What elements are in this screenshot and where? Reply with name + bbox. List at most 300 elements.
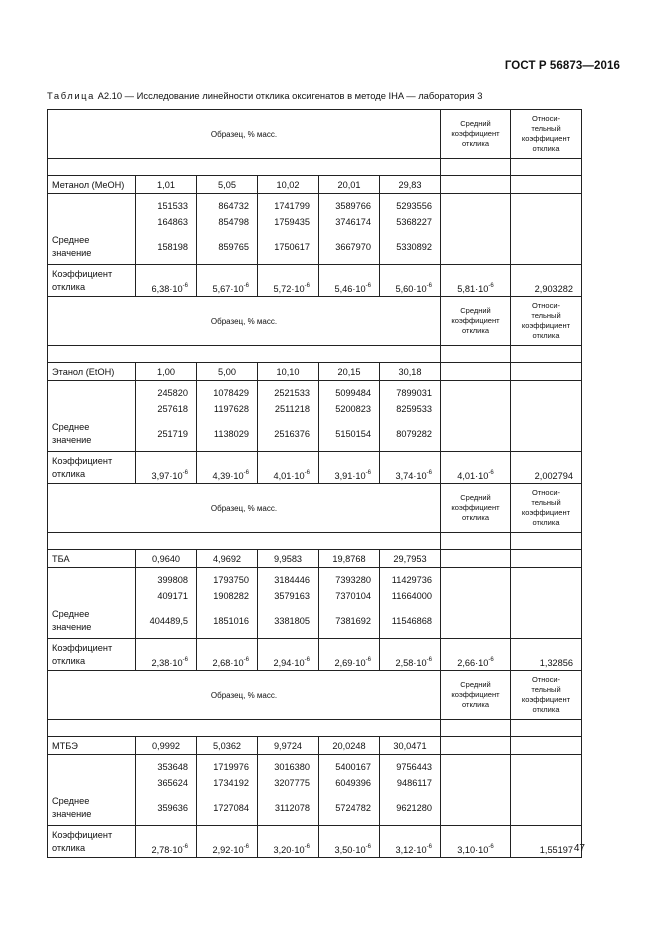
coefficient-value [258, 452, 319, 484]
page-number: 47 [573, 843, 585, 854]
area-value-1: 3016380 [274, 762, 310, 772]
mean-value: 5150154 [335, 429, 371, 439]
avg-coef-header-line: коэффициент [451, 503, 500, 513]
header-row [48, 297, 582, 346]
coefficient-mantissa: 5,60·10 [395, 284, 427, 294]
concentration-value: 5,0362 [197, 737, 258, 755]
coefficient-mantissa: 2,69·10 [334, 658, 366, 668]
concentration-row [48, 363, 582, 381]
mean-label [52, 608, 131, 634]
area-values-cell [136, 381, 197, 452]
area-values-cell [319, 194, 380, 265]
caption-text: А2.10 — Исследование линейности отклика оксигенатов в методе IHA — лаборатория 3 [94, 90, 483, 101]
avg-coef-header-line: Средний [460, 306, 491, 316]
header-gap-cell [511, 720, 582, 737]
coefficient-exponent: -6 [304, 657, 310, 663]
area-value-1: 151533 [157, 201, 188, 211]
rel-coef-header-line: отклика [532, 330, 560, 340]
coefficient-mantissa: 5,72·10 [273, 284, 305, 294]
concentration-value: 10,10 [258, 363, 319, 381]
avg-coef-header-line: отклика [462, 138, 489, 148]
compound-name: МТБЭ [48, 737, 136, 755]
coefficient-row [48, 452, 582, 484]
concentration-value: 1,01 [136, 176, 197, 194]
concentration-value: 0,9992 [136, 737, 197, 755]
area-values-cell [319, 755, 380, 826]
header-gap-cell [511, 533, 582, 550]
empty-cell [441, 176, 511, 194]
avg-coefficient-exponent: -6 [488, 657, 494, 663]
coefficient-value [319, 826, 380, 858]
coefficient-exponent: -6 [426, 470, 432, 476]
rel-coef-header-line: Относи- [531, 675, 561, 685]
coef-label-line: отклика [52, 843, 86, 853]
mean-value: 158198 [157, 242, 188, 252]
rel-coef-header-line: тельный [531, 685, 561, 695]
area-value-1: 2521533 [274, 388, 310, 398]
area-values-cell [136, 568, 197, 639]
coefficient-exponent: -6 [182, 844, 188, 850]
rel-coef-header-line: коэффициент [521, 321, 571, 330]
avg-coef-header-line: Средний [460, 680, 491, 690]
coefficient-mantissa: 3,12·10 [395, 845, 427, 855]
avg-coefficient-mantissa: 5,81·10 [457, 284, 489, 294]
mean-label-line: значение [52, 622, 92, 632]
header-gap-row [48, 720, 582, 737]
area-value-2: 1734192 [213, 778, 249, 788]
avg-coef-header-line: Средний [460, 119, 491, 129]
header-gap-cell [441, 720, 511, 737]
area-values-cell [258, 381, 319, 452]
avg-coefficient-mantissa: 3,10·10 [457, 845, 489, 855]
header-gap-cell [441, 533, 511, 550]
header-gap-row [48, 159, 582, 176]
area-value-1: 1793750 [213, 575, 249, 585]
area-value-2: 3579163 [274, 591, 310, 601]
mean-label [52, 234, 131, 260]
coef-label-line: Коэффициент [52, 269, 113, 279]
coefficient-value [136, 452, 197, 484]
area-value-1: 399808 [157, 575, 188, 585]
mean-label-line: значение [52, 435, 92, 445]
rel-coef-header-line: тельный [531, 498, 561, 508]
header-gap-cell [48, 159, 441, 176]
avg-coefficient-value [441, 452, 511, 484]
blank-line [52, 401, 131, 417]
rel-coef-header-line: коэффициент [521, 508, 571, 517]
area-value-1: 353648 [157, 762, 188, 772]
area-value-1: 11429736 [391, 575, 432, 585]
coefficient-mantissa: 3,74·10 [395, 471, 427, 481]
coefficient-exponent: -6 [304, 844, 310, 850]
area-value-2: 257618 [157, 404, 188, 414]
area-value-2: 5368227 [396, 217, 432, 227]
standard-number: ГОСТ Р 56873—2016 [504, 60, 620, 72]
avg-coefficient-mantissa: 2,66·10 [457, 658, 489, 668]
rel-coef-header-line: коэффициент [521, 695, 571, 704]
sample-header: Образец, % масс. [48, 110, 441, 159]
area-values-cell [380, 568, 441, 639]
avg-coef-header-line: отклика [462, 699, 489, 709]
avg-coef-header-line: коэффициент [451, 316, 500, 326]
mean-label [52, 795, 131, 821]
header-gap-cell [441, 159, 511, 176]
avg-coefficient-exponent: -6 [488, 283, 494, 289]
coef-label [48, 826, 136, 858]
area-data-row [48, 568, 582, 639]
area-values-cell [380, 381, 441, 452]
mean-label-line: значение [52, 248, 92, 258]
area-value-1: 1741799 [274, 201, 310, 211]
coefficient-value [380, 452, 441, 484]
coef-label-line: отклика [52, 469, 86, 479]
coefficient-value [197, 639, 258, 671]
concentration-value: 9,9724 [258, 737, 319, 755]
concentration-value: 20,01 [319, 176, 380, 194]
coef-label-line: Коэффициент [52, 456, 113, 466]
avg-coefficient-value [441, 265, 511, 297]
avg-coef-header-line: коэффициент [451, 690, 500, 700]
coefficient-mantissa: 3,50·10 [334, 845, 366, 855]
concentration-value: 5,00 [197, 363, 258, 381]
rel-coef-header-line: Относи- [531, 488, 561, 498]
empty-cell [511, 194, 582, 265]
blank-line [52, 775, 131, 791]
concentration-value: 5,05 [197, 176, 258, 194]
area-value-2: 1908282 [213, 591, 249, 601]
coefficient-exponent: -6 [243, 283, 249, 289]
rel-coef-header-line: Относи- [531, 114, 561, 124]
coefficient-mantissa: 2,58·10 [395, 658, 427, 668]
coefficient-mantissa: 2,38·10 [151, 658, 183, 668]
area-data-row [48, 381, 582, 452]
concentration-row [48, 550, 582, 568]
area-value-1: 3184446 [274, 575, 310, 585]
coef-label-line: Коэффициент [52, 643, 113, 653]
area-values-cell [319, 381, 380, 452]
compound-name: Метанол (MeOH) [48, 176, 136, 194]
header-gap-row [48, 346, 582, 363]
blank-line [52, 214, 131, 230]
coefficient-exponent: -6 [426, 283, 432, 289]
coefficient-exponent: -6 [365, 283, 371, 289]
coefficient-value [197, 826, 258, 858]
avg-coefficient-exponent: -6 [488, 470, 494, 476]
area-data-row [48, 755, 582, 826]
relative-coefficient-value: 1,32856 [511, 639, 582, 671]
mean-label-line: Среднее [52, 235, 90, 245]
coef-label [48, 452, 136, 484]
blank-line [52, 572, 131, 588]
coefficient-mantissa: 3,20·10 [273, 845, 305, 855]
mean-label [52, 421, 131, 447]
area-values-cell [136, 755, 197, 826]
header-gap-cell [441, 346, 511, 363]
coefficient-exponent: -6 [243, 844, 249, 850]
concentration-value: 30,0471 [380, 737, 441, 755]
area-value-1: 7393280 [335, 575, 371, 585]
mean-value: 1138029 [213, 429, 249, 439]
relative-coefficient-value: 2,903282 [511, 265, 582, 297]
area-value-2: 164863 [157, 217, 188, 227]
mean-value: 3667970 [335, 242, 371, 252]
area-value-1: 864732 [218, 201, 249, 211]
empty-cell [441, 737, 511, 755]
area-value-2: 3746174 [335, 217, 371, 227]
coefficient-exponent: -6 [426, 844, 432, 850]
area-value-2: 9486117 [396, 778, 432, 788]
table-caption [47, 90, 482, 101]
compound-name: ТБА [48, 550, 136, 568]
coef-label [48, 265, 136, 297]
coefficient-exponent: -6 [182, 657, 188, 663]
coefficient-row [48, 826, 582, 858]
coefficient-value [197, 265, 258, 297]
rel-coef-header-line: коэффициент [521, 134, 571, 143]
coefficient-mantissa: 2,94·10 [273, 658, 305, 668]
area-value-1: 3589766 [335, 201, 371, 211]
blank-line [52, 385, 131, 401]
coefficient-mantissa: 5,46·10 [334, 284, 366, 294]
area-value-2: 6049396 [335, 778, 371, 788]
relative-coefficient-value: 2,002794 [511, 452, 582, 484]
area-value-2: 2511218 [274, 404, 310, 414]
area-value-2: 409171 [157, 591, 188, 601]
mean-label-line: Среднее [52, 422, 90, 432]
empty-cell [441, 550, 511, 568]
header-gap-cell [48, 346, 441, 363]
coefficient-value [197, 452, 258, 484]
compound-name: Этанол (EtOH) [48, 363, 136, 381]
sample-header: Образец, % масс. [48, 297, 441, 346]
area-values-cell [258, 194, 319, 265]
header-row [48, 671, 582, 720]
mean-value: 859765 [218, 242, 249, 252]
coef-label-line: отклика [52, 282, 86, 292]
avg-coef-header-line: отклика [462, 512, 489, 522]
area-value-1: 1078429 [213, 388, 249, 398]
avg-coef-header-line: Средний [460, 493, 491, 503]
coefficient-mantissa: 5,67·10 [212, 284, 244, 294]
area-value-1: 5099484 [335, 388, 371, 398]
mean-value: 3381805 [274, 616, 310, 626]
area-values-cell [197, 568, 258, 639]
coefficient-mantissa: 3,97·10 [151, 471, 183, 481]
area-values-cell [380, 755, 441, 826]
avg-coefficient-value [441, 639, 511, 671]
coefficient-value [136, 639, 197, 671]
concentration-value: 20,0248 [319, 737, 380, 755]
empty-cell [441, 568, 511, 639]
mean-label-line: Среднее [52, 796, 90, 806]
mean-label-line: значение [52, 809, 92, 819]
coefficient-exponent: -6 [182, 470, 188, 476]
coefficient-exponent: -6 [243, 657, 249, 663]
relative-coefficient-value: 1,55197 [511, 826, 582, 858]
area-value-2: 7370104 [335, 591, 371, 601]
rel-coef-header-line: отклика [532, 517, 560, 527]
area-values-cell [136, 194, 197, 265]
avg-coef-header [441, 297, 511, 346]
coefficient-mantissa: 4,39·10 [212, 471, 244, 481]
avg-coef-header [441, 484, 511, 533]
header-row [48, 484, 582, 533]
empty-cell [441, 363, 511, 381]
avg-coefficient-value [441, 826, 511, 858]
coefficient-exponent: -6 [365, 657, 371, 663]
mean-value: 5724782 [335, 803, 371, 813]
rel-coef-header-line: отклика [532, 143, 560, 153]
avg-coef-header [441, 671, 511, 720]
area-value-2: 11664000 [391, 591, 432, 601]
concentration-row [48, 176, 582, 194]
coef-label-line: отклика [52, 656, 86, 666]
coefficient-value [136, 265, 197, 297]
rel-coef-header [511, 110, 582, 159]
coefficient-value [258, 826, 319, 858]
header-gap-cell [48, 533, 441, 550]
mean-label-line: Среднее [52, 609, 90, 619]
header-gap-row [48, 533, 582, 550]
coefficient-value [258, 639, 319, 671]
empty-cell [511, 381, 582, 452]
blank-line [52, 759, 131, 775]
coefficient-value [380, 639, 441, 671]
mean-value: 1851016 [213, 616, 249, 626]
concentration-value: 30,18 [380, 363, 441, 381]
area-value-1: 1719976 [213, 762, 249, 772]
area-value-1: 5400167 [335, 762, 371, 772]
empty-cell [441, 194, 511, 265]
empty-cell [511, 568, 582, 639]
coefficient-value [136, 826, 197, 858]
rel-coef-header-line: отклика [532, 704, 560, 714]
sample-header: Образец, % масс. [48, 484, 441, 533]
rel-coef-header [511, 484, 582, 533]
linearity-table [47, 109, 582, 858]
coefficient-mantissa: 4,01·10 [273, 471, 305, 481]
concentration-row [48, 737, 582, 755]
blank-line [52, 198, 131, 214]
area-values-cell [197, 381, 258, 452]
avg-coef-header-line: коэффициент [451, 129, 500, 139]
coefficient-exponent: -6 [182, 283, 188, 289]
coefficient-exponent: -6 [365, 844, 371, 850]
area-value-1: 7899031 [396, 388, 432, 398]
empty-cell [441, 755, 511, 826]
coefficient-mantissa: 3,91·10 [334, 471, 366, 481]
coefficient-exponent: -6 [365, 470, 371, 476]
avg-coef-header-line: отклика [462, 325, 489, 335]
mean-value: 9621280 [396, 803, 432, 813]
coef-label-line: Коэффициент [52, 830, 113, 840]
rel-coef-header-line: Относи- [531, 301, 561, 311]
mean-label-cell [48, 194, 136, 265]
empty-cell [511, 737, 582, 755]
coefficient-row [48, 265, 582, 297]
concentration-value: 19,8768 [319, 550, 380, 568]
coefficient-value [319, 265, 380, 297]
sample-header: Образец, % масс. [48, 671, 441, 720]
mean-value: 11546868 [391, 616, 432, 626]
coefficient-value [258, 265, 319, 297]
mean-value: 251719 [157, 429, 188, 439]
area-value-1: 9756443 [396, 762, 432, 772]
area-value-2: 1759435 [274, 217, 310, 227]
coefficient-value [380, 826, 441, 858]
area-value-2: 8259533 [396, 404, 432, 414]
concentration-value: 9,9583 [258, 550, 319, 568]
rel-coef-header [511, 297, 582, 346]
coefficient-value [319, 639, 380, 671]
coefficient-exponent: -6 [304, 283, 310, 289]
concentration-value: 0,9640 [136, 550, 197, 568]
area-value-2: 854798 [218, 217, 249, 227]
coefficient-row [48, 639, 582, 671]
coefficient-value [319, 452, 380, 484]
mean-value: 3112078 [274, 803, 310, 813]
mean-value: 2516376 [274, 429, 310, 439]
area-value-2: 5200823 [335, 404, 371, 414]
coefficient-exponent: -6 [426, 657, 432, 663]
mean-value: 5330892 [396, 242, 432, 252]
coefficient-mantissa: 6,38·10 [151, 284, 183, 294]
mean-label-cell [48, 755, 136, 826]
header-row [48, 110, 582, 159]
header-gap-cell [511, 159, 582, 176]
mean-value: 359636 [157, 803, 188, 813]
mean-label-cell [48, 568, 136, 639]
coefficient-exponent: -6 [243, 470, 249, 476]
empty-cell [511, 176, 582, 194]
blank-line [52, 588, 131, 604]
concentration-value: 1,00 [136, 363, 197, 381]
coefficient-mantissa: 2,68·10 [212, 658, 244, 668]
empty-cell [441, 381, 511, 452]
mean-value: 1727084 [213, 803, 249, 813]
area-value-1: 245820 [157, 388, 188, 398]
coefficient-value [380, 265, 441, 297]
area-value-2: 365624 [157, 778, 188, 788]
mean-label-cell [48, 381, 136, 452]
avg-coefficient-mantissa: 4,01·10 [457, 471, 489, 481]
concentration-value: 29,83 [380, 176, 441, 194]
rel-coef-header-line: тельный [531, 311, 561, 321]
area-data-row [48, 194, 582, 265]
area-values-cell [197, 194, 258, 265]
coefficient-mantissa: 2,78·10 [151, 845, 183, 855]
area-value-2: 3207775 [274, 778, 310, 788]
rel-coef-header-line: тельный [531, 124, 561, 134]
empty-cell [511, 755, 582, 826]
mean-value: 7381692 [335, 616, 371, 626]
concentration-value: 20,15 [319, 363, 380, 381]
header-gap-cell [48, 720, 441, 737]
avg-coefficient-exponent: -6 [488, 844, 494, 850]
coefficient-exponent: -6 [304, 470, 310, 476]
rel-coef-header [511, 671, 582, 720]
avg-coef-header [441, 110, 511, 159]
coef-label [48, 639, 136, 671]
concentration-value: 10,02 [258, 176, 319, 194]
area-values-cell [380, 194, 441, 265]
mean-value: 1750617 [274, 242, 310, 252]
empty-cell [511, 550, 582, 568]
area-values-cell [258, 755, 319, 826]
caption-label: Таблица [47, 90, 95, 101]
empty-cell [511, 363, 582, 381]
area-value-2: 1197628 [213, 404, 249, 414]
